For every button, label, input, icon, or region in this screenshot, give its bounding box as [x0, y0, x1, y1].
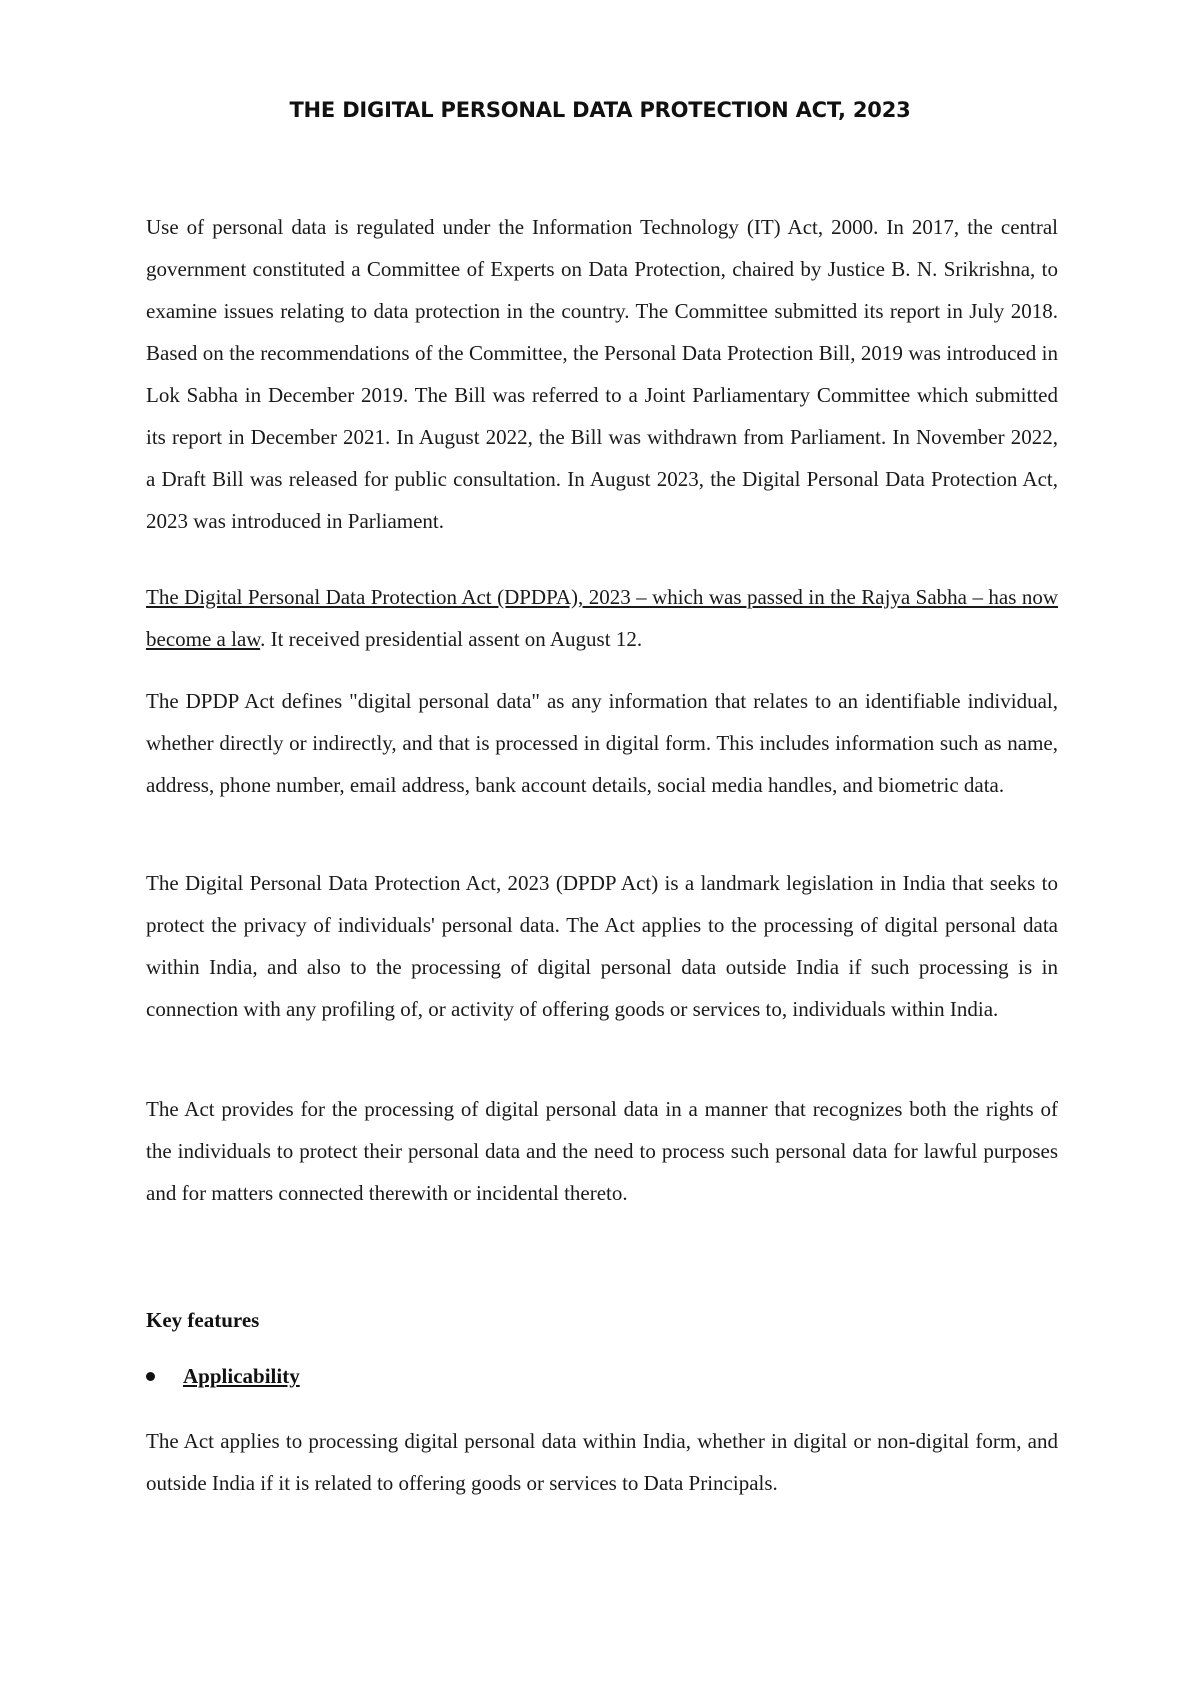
paragraph-text: The Digital Personal Data Protection Act, 2023 (DPDP Act) is a landmark legislation in India that seeks to protect the privacy of individuals' personal data. The Act applies to the processing of digital personal data within India, and also to the processing of digital personal data outside India if such processing is in connection with any profiling of, or activity of offering goods or services to, individuals within India. [146, 871, 1058, 1021]
paragraph-landmark [146, 862, 1058, 1030]
assent-text: . It received presidential assent on August 12. [260, 627, 643, 651]
bullet-dot-icon [146, 1372, 155, 1381]
paragraph-dpdpa-law [146, 576, 1058, 660]
bullet-applicability [146, 1364, 300, 1389]
paragraph-definition [146, 680, 1058, 806]
bullet-label: Applicability [183, 1364, 300, 1388]
paragraph-processing [146, 1088, 1058, 1214]
paragraph-text [146, 576, 1058, 660]
paragraph-text: The Act applies to processing digital personal data within India, whether in digital or non-digital form, and outside India if it is related to offering goods or services to Data Principals. [146, 1429, 1058, 1495]
key-features-heading: Key features [146, 1308, 260, 1332]
paragraph-text: Use of personal data is regulated under the Information Technology (IT) Act, 2000. In 2017, the central government constituted a Committee of Experts on Data Protection, chaired by Justice B. N. Srikrishna, to examine issues relating to data protection in the country. The Committee submitted its report in July 2018. Based on the recommendations of the Committee, the Personal Data Protection Bill, 2019 was introduced in Lok Sabha in December 2019. The Bill was referred to a Joint Parliamentary Committee which submitted its report in December 2021. In August 2022, the Bill was withdrawn from Parliament. In November 2022, a Draft Bill was released for public consultation. In August 2023, the Digital Personal Data Protection Act, 2023 was introduced in Parliament. [146, 215, 1058, 533]
paragraph-applicability [146, 1420, 1058, 1504]
paragraph-text: The DPDP Act defines "digital personal data" as any information that relates to an identifiable individual, whether directly or indirectly, and that is processed in digital form. This includes information such as name, address, phone number, email address, bank account details, social media handles, and biometric data. [146, 689, 1058, 797]
paragraph-text: The Act provides for the processing of digital personal data in a manner that recognizes both the rights of the individuals to protect their personal data and the need to process such personal data for lawful purposes and for matters connected therewith or incidental thereto. [146, 1097, 1058, 1205]
paragraph-history [146, 206, 1058, 542]
document-title: THE DIGITAL PERSONAL DATA PROTECTION ACT, 2023 [289, 98, 911, 122]
underlined-text: The Digital Personal Data Protection Act (DPDPA), 2023 – which was passed in the Rajya Sabha – has now become a law [146, 585, 1058, 651]
